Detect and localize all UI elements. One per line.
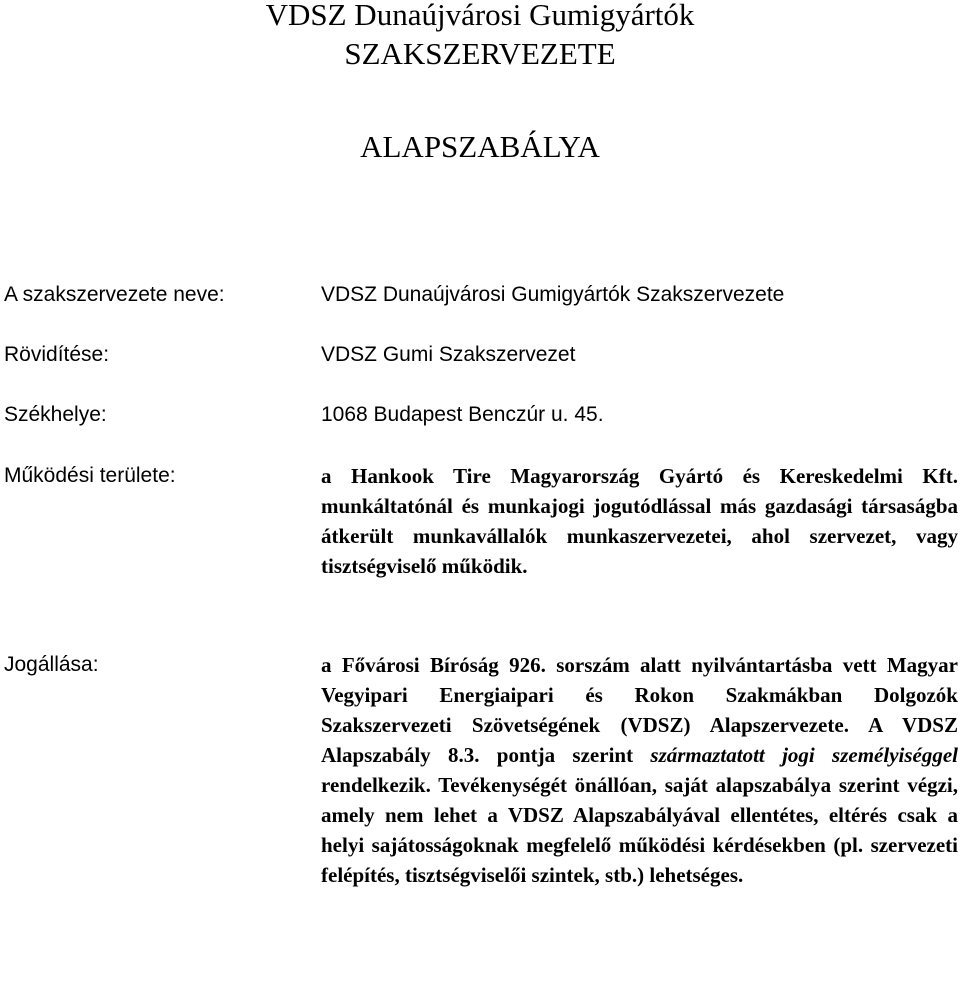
legal-status-text-1: a Fővárosi Bíróság 926. sorszám alatt nyilvántartásba vett Magyar Vegyipari Energiaipari és Rokon Szakmákban Dolgozók Szakszervezeti Szövetségének (VDSZ) Alapszervezete. A VDSZ Alapszabály 8.3. pontja szerint [321,653,958,767]
legal-status-italic-text: származtatott jogi személyiséggel [650,743,959,767]
name-value: VDSZ Dunaújvárosi Gumigyártók Szakszervezete [321,283,785,306]
abbreviation-label: Rövidítése: [4,343,110,366]
legal-status-text-2: rendelkezik. Tevékenységét önállóan, saját alapszabálya szerint végzi, amely nem lehet a VDSZ Alapszabályával ellentétes, eltérés csak a helyi sajátosságoknak megfelelő működési kérdésekben (pl. szervezeti felépítés, tisztségviselői szintek, stb.) lehetséges. [321,773,958,887]
document-title-line-3: ALAPSZABÁLYA [360,129,600,164]
area-value: a Hankook Tire Magyarország Gyártó és Kereskedelmi Kft. munkáltatónál és munkajogi jogutódlással más gazdasági társaságba átkerült munkavállalók munkaszervezetei, ahol szervezet, vagy tisztségviselő működik. [321,464,958,578]
name-label: A szakszervezete neve: [4,283,225,306]
document-title-line-1: VDSZ Dunaújvárosi Gumigyártók [265,0,695,32]
abbreviation-value: VDSZ Gumi Szakszervezet [321,343,576,366]
seat-value: 1068 Budapest Benczúr u. 45. [321,403,604,426]
area-label: Működési területe: [4,464,176,487]
legal-status-value [321,650,958,890]
document-title-line-2: SZAKSZERVEZETE [344,36,616,71]
seat-label: Székhelye: [4,403,107,426]
legal-status-label: Jogállása: [4,653,99,676]
